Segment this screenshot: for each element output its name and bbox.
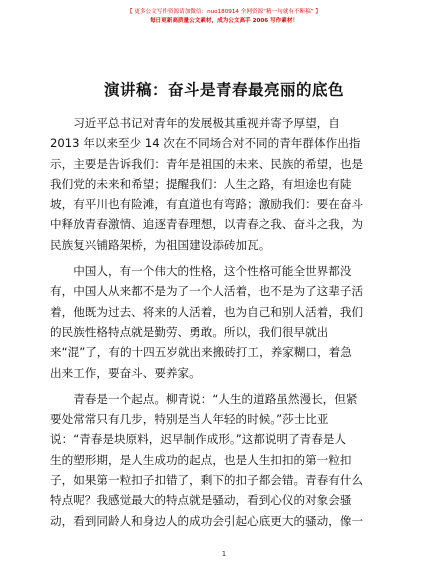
page-number: 1 [221,550,227,558]
paragraph-3 [50,389,400,531]
text-line: 着，他既为过去、将来的人活着，也为自己和别人活着，我们 [50,304,364,319]
paragraph-1 [50,113,400,255]
text-line: 青春是一个起点。柳青说：“人生的道路虽然漫长，但紧 [73,391,358,406]
text-line: 出来工作，要奋斗、要养家。 [50,365,201,380]
text-line: 习近平总书记对青年的发展极其重视并寄予厚望，自 [73,116,340,130]
text-line: 来“混”了，有的十四五岁就出来搬砖打工，养家糊口，着急 [50,345,352,360]
text-line: 我们党的未来和希望；提醒我们：人生之路，有坦途也有陡 [50,176,352,191]
document-title: 演讲稿：奋斗是青春最亮丽的底色 [103,81,344,99]
text-line: 的民族性格特点就是勤劳、勇敢。所以，我们很早就出 [50,324,329,339]
document-body [50,113,400,531]
text-line: 说：“青春是块原料，迟早制作成形。”这都说明了青春是人 [50,432,347,447]
text-line: 坡，有平川也有险滩，有直道也有弯路；激励我们：要在奋斗 [50,197,364,212]
text-line: 示，主要是告诉我们：青年是祖国的未来、民族的希望，也是 [50,156,364,171]
text-line: 生的塑形期，是人生成功的起点，也是人生扣扣的第一粒扣 [50,452,352,467]
text-line: 动，看到同龄人和身边人的成功会引起心底更大的骚动，像一 [50,513,364,528]
promo-banner-line-2: 每日更新高质量公文素材，成为公文高手 2006 写作素材！ [149,18,299,24]
text-line: 特点呢？我感觉最大的特点就是骚动，看到心仪的对象会骚 [50,493,352,508]
text-line: 中释放青春激情、追逐青春理想，以青春之我、奋斗之我，为 [50,217,364,232]
text-line: 民族复兴铺路架桥，为祖国建设添砖加瓦。 [50,237,271,252]
paragraph-2 [50,261,400,383]
text-line: 中国人，有一个伟大的性格，这个性格可能全世界都没 [73,264,352,279]
text-line: 有，中国人从来都不是为了一个人活着，也不是为了这辈子活 [50,284,364,299]
text-line: 要处常常只有几步，特别是当人年轻的时候。”莎士比亚 [50,412,329,427]
text-line: 子，如果第一粒扣子扣错了，剩下的扣子都会错。青春有什么 [50,473,364,488]
text-line: 2013 年以来至少 14 次在不同场合对不同的青年群体作出指 [50,136,361,151]
promo-banner-line-1: 【 更多公文写作资源请加微信：nuo180914 全网资源“精一句就有不断稿” 】 [126,9,322,15]
